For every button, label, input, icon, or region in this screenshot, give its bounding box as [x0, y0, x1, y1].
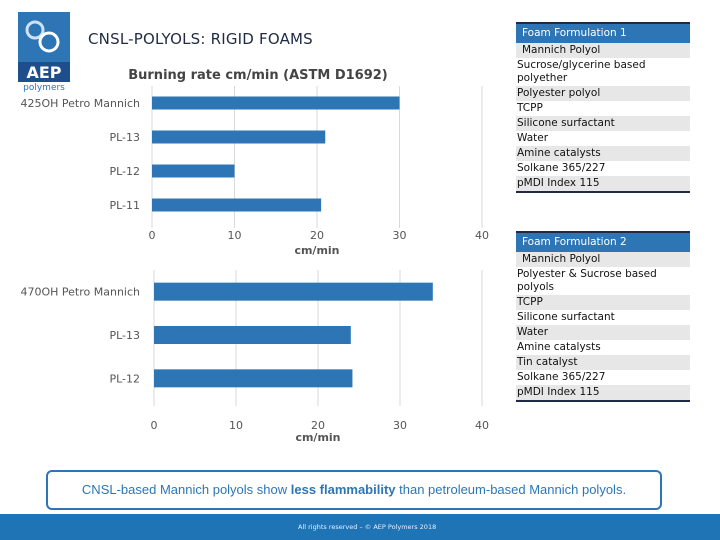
conclusion-emphasis: less flammability: [290, 482, 396, 497]
formulation-item: pMDI Index 115: [516, 176, 690, 193]
category-label: PL-13: [109, 329, 140, 342]
logo-text: AEP: [26, 63, 62, 82]
bar: [152, 199, 321, 212]
foam-formulation-1-panel: [516, 22, 690, 193]
formulation-item: Silicone surfactant: [517, 311, 615, 323]
formulation-item: Amine catalysts: [516, 146, 690, 161]
conclusion-text-end: than petroleum-based Mannich polyols.: [395, 482, 627, 497]
formulation-item: Tin catalyst: [516, 355, 690, 370]
category-label: PL-12: [109, 372, 140, 386]
formulation-item: TCPP: [517, 102, 543, 114]
conclusion-text-start: CNSL-based Mannich polyols show: [81, 482, 291, 497]
foam-formulation-1-title: Foam Formulation 1: [516, 22, 690, 43]
bar: [152, 165, 235, 178]
x-tick-label: 40: [475, 419, 489, 432]
formulation-item: Amine catalysts: [517, 341, 601, 353]
x-tick-label: 20: [310, 229, 324, 242]
formulation-item: Water: [516, 325, 690, 340]
x-tick-label: 20: [311, 419, 325, 432]
conclusion-box: [46, 470, 662, 510]
category-label: PL-13: [109, 131, 140, 144]
copyright-text: All rights reserved – © AEP Polymers 2018: [298, 523, 437, 531]
x-tick-label: 30: [392, 229, 407, 242]
formulation-item: Water: [517, 132, 549, 144]
x-tick-label: 40: [475, 229, 489, 242]
bar: [154, 369, 352, 387]
bar: [154, 326, 351, 344]
formulation-item: Silicone surfactant: [516, 116, 690, 131]
bar: [152, 131, 325, 144]
bar: [152, 97, 400, 110]
chart-title: Burning rate cm/min (ASTM D1692): [128, 68, 388, 83]
formulation-item: Polyester polyol: [516, 86, 690, 101]
formulation-item: Sucrose/glycerine based polyether: [517, 59, 646, 84]
x-tick-label: 0: [148, 229, 156, 242]
x-tick-label: 10: [229, 419, 243, 432]
foam-formulation-2-panel: [516, 231, 690, 402]
formulation-item: Polyester & Sucrose based polyols: [517, 268, 657, 293]
formulation-item: Mannich Polyol: [516, 252, 690, 267]
category-label: 470OH Petro Mannich: [20, 285, 140, 299]
x-tick-label: 10: [227, 229, 242, 242]
formulation-item: Solkane 365/227: [517, 371, 606, 383]
foam-formulation-2-title: Foam Formulation 2: [516, 231, 690, 252]
footer-bar: [0, 514, 720, 540]
page-title: CNSL-POLYOLS: RIGID FOAMS: [88, 30, 313, 48]
x-axis-label: cm/min: [295, 431, 341, 444]
formulation-item: Mannich Polyol: [516, 43, 690, 58]
x-axis-label: cm/min: [294, 244, 340, 257]
burning-rate-chart-2: [0, 262, 500, 452]
formulation-item: Solkane 365/227: [517, 162, 606, 174]
burning-rate-chart-1: [0, 60, 500, 260]
formulation-item: TCPP: [516, 295, 690, 310]
x-tick-label: 30: [393, 419, 407, 432]
category-label: 425OH Petro Mannich: [20, 97, 140, 110]
formulation-item: pMDI Index 115: [516, 385, 690, 402]
category-label: PL-12: [109, 165, 140, 178]
category-label: PL-11: [109, 199, 140, 212]
bar: [154, 283, 433, 301]
x-tick-label: 0: [150, 419, 158, 432]
logo-subtext: polymers: [23, 83, 65, 92]
